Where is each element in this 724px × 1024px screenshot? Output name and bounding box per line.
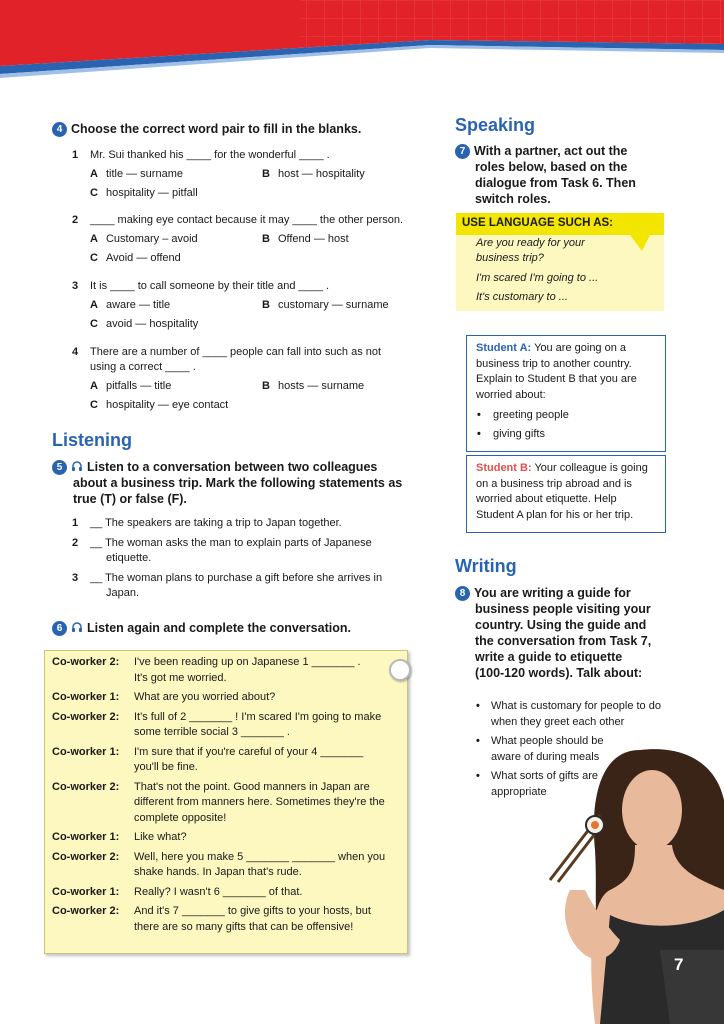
- speech-line: It's got me worried.: [134, 671, 227, 684]
- speaker-lines: [134, 780, 404, 827]
- task-title-line: You are writing a guide for: [474, 586, 631, 600]
- question-text: It is ____ to call someone by their title and ____ .: [90, 280, 330, 292]
- option-text: hospitality — pitfall: [105, 187, 198, 199]
- statement-item: [72, 571, 432, 601]
- answer-option: [90, 317, 198, 332]
- statement-number: 2: [72, 537, 79, 549]
- speech-line: shake hands. In Japan that's rude.: [134, 866, 302, 878]
- option-text: hosts — surname: [277, 380, 365, 392]
- task-title-line: switch roles.: [475, 192, 551, 206]
- option-letter: A: [90, 233, 98, 245]
- speech-line: It's full of 2 _______ ! I'm scared I'm going to make: [134, 710, 382, 723]
- answer-option: [90, 251, 181, 266]
- answer-option: [262, 379, 364, 394]
- task-title-line: With a partner, act out the: [474, 144, 628, 158]
- listening-heading: Listening: [52, 430, 132, 450]
- option-text: Avoid — offend: [105, 252, 181, 264]
- speech-line: Really? I wasn't 6 _______ of that.: [134, 885, 303, 898]
- question-number: 3: [72, 280, 79, 292]
- speaker-lines: [134, 655, 404, 686]
- option-text: customary — surname: [277, 299, 389, 311]
- student-a-label: Student A:: [476, 342, 532, 354]
- task-number-badge: 7: [455, 144, 470, 159]
- speaker-label: Co-worker 2:: [52, 710, 120, 723]
- speaker-lines: [134, 710, 404, 741]
- task-title-text: Choose the correct word pair to fill in the blanks.: [71, 122, 362, 136]
- speaker-label: Co-worker 1:: [52, 745, 120, 758]
- speaker-label: Co-worker 2:: [52, 656, 120, 668]
- writing-bullet-line: aware of during meals: [491, 750, 600, 763]
- answer-option: [262, 298, 389, 313]
- conversation-row: [52, 780, 402, 827]
- speaking-heading: Speaking: [455, 115, 536, 135]
- speech-line: you'll be fine.: [134, 761, 198, 773]
- option-text: avoid — hospitality: [105, 318, 199, 330]
- task-title-line: the conversation from Task 7,: [475, 634, 652, 648]
- student-a-text: [476, 341, 656, 403]
- writing-heading: Writing: [455, 556, 517, 576]
- language-item: business trip?: [476, 252, 544, 264]
- page-corner: [660, 950, 724, 1024]
- question-text: There are a number of ____ people can fall into such as not: [90, 346, 382, 358]
- speaker-label: Co-worker 1:: [52, 691, 120, 703]
- conversation-row: [52, 690, 402, 706]
- statement-text: Japan.: [106, 587, 140, 599]
- speech-line: What are you worried about?: [134, 691, 276, 703]
- question-number: 2: [72, 214, 79, 226]
- speech-line: Well, here you make 5 _______ _______ when you: [134, 850, 386, 863]
- question-text: ____ making eye contact because it may ____ the other person.: [90, 214, 404, 226]
- conversation-row: [52, 904, 402, 935]
- statement-number: 3: [72, 572, 79, 584]
- option-letter: C: [90, 187, 98, 199]
- speaker-lines: [134, 850, 404, 881]
- conversation-row: [52, 710, 402, 741]
- language-box-header: [456, 213, 664, 235]
- option-letter: C: [90, 252, 98, 264]
- task-number-badge: 6: [52, 621, 67, 636]
- speaker-lines: [134, 745, 404, 776]
- student-a-line: business trip to another country.: [476, 357, 632, 370]
- option-text: Offend — host: [277, 233, 349, 245]
- option-letter: B: [262, 233, 270, 245]
- task-title-line: (100-120 words). Talk about:: [475, 666, 643, 680]
- task-title-line: Listen to a conversation between two colleagues: [87, 460, 378, 474]
- question-text: Mr. Sui thanked his ____ for the wonderful ____ .: [90, 149, 330, 161]
- task-title-line: true (T) or false (F).: [73, 492, 187, 506]
- statement-item: [72, 536, 432, 566]
- answer-option: [90, 186, 198, 201]
- speaker-label: Co-worker 2:: [52, 780, 120, 793]
- answer-option: [90, 398, 228, 413]
- page-number: 7: [674, 955, 684, 974]
- language-item: I'm scared I'm going to ...: [476, 272, 599, 284]
- conversation-row: [52, 850, 402, 881]
- option-text: title — surname: [105, 168, 183, 180]
- task-title-line: country. Using the guide and: [475, 618, 647, 632]
- question-number: 4: [72, 346, 79, 358]
- student-b-card: [466, 455, 666, 533]
- option-text: hospitality — eye contact: [105, 399, 229, 411]
- writing-bullet: [491, 699, 681, 730]
- language-items: [456, 236, 656, 311]
- header-banner: [0, 0, 724, 80]
- task-title-line: write a guide to etiquette: [475, 650, 623, 664]
- headphones-icon: [71, 621, 83, 633]
- speaker-label: Co-worker 2:: [52, 905, 120, 917]
- conversation-note: [44, 650, 408, 954]
- writing-bullet-line: • What sorts of gifts are: [491, 770, 598, 782]
- student-a-card: [466, 335, 666, 452]
- speaker-label: Co-worker 2:: [52, 850, 120, 863]
- task-5-instruction: [52, 459, 432, 507]
- student-b-line: on a business trip abroad and is: [476, 477, 632, 490]
- language-item: It's customary to ...: [476, 291, 568, 303]
- task-title-line: roles below, based on the: [475, 160, 628, 174]
- statement-text: __ The speakers are taking a trip to Japan together.: [90, 517, 342, 529]
- task-7-instruction: [455, 143, 655, 207]
- answer-option: [262, 167, 365, 182]
- task-number-badge: 8: [455, 586, 470, 601]
- task-title-line: about a business trip. Mark the following statements as: [73, 476, 403, 490]
- student-a-line: Explain to Student B that you are: [476, 373, 637, 386]
- answer-option: [262, 232, 349, 247]
- language-item: Are you ready for your: [476, 237, 585, 249]
- writing-bullet-line: appropriate: [491, 785, 547, 798]
- task-number-badge: 5: [52, 460, 67, 475]
- student-b-line: Your colleague is going: [534, 462, 648, 474]
- task-title-text: Listen again and complete the conversation.: [87, 621, 351, 635]
- option-letter: C: [90, 399, 98, 411]
- task-4-instruction: [52, 121, 432, 137]
- conversation-row: [52, 655, 402, 686]
- question-item: [72, 345, 432, 375]
- task-title-line: dialogue from Task 6. Then: [475, 176, 636, 190]
- task-6-instruction: [52, 620, 432, 636]
- option-letter: B: [262, 168, 270, 180]
- answer-option: [90, 379, 171, 394]
- option-letter: A: [90, 299, 98, 311]
- option-text: Customary – avoid: [105, 233, 198, 245]
- speaker-lines: [134, 885, 404, 901]
- speaker-label: Co-worker 1:: [52, 885, 120, 898]
- option-letter: A: [90, 168, 98, 180]
- statement-number: 1: [72, 517, 79, 529]
- option-letter: C: [90, 318, 98, 330]
- statement-text: etiquette.: [106, 552, 152, 564]
- task-title-line: business people visiting your: [475, 602, 651, 616]
- student-a-line: worried about:: [476, 388, 546, 401]
- writing-bullet-line: • What people should be: [491, 735, 604, 747]
- writing-bullet-line: when they greet each other: [491, 715, 625, 728]
- option-text: host — hospitality: [277, 168, 365, 180]
- language-box-title: USE LANGUAGE SUCH AS:: [462, 217, 613, 229]
- question-number: 1: [72, 149, 79, 161]
- speaker-lines: [134, 904, 404, 935]
- speech-line: there are so many gifts that can be offensive!: [134, 920, 354, 933]
- speech-line: Like what?: [134, 831, 187, 843]
- option-letter: B: [262, 380, 270, 392]
- option-letter: B: [262, 299, 270, 311]
- speech-line: complete opposite!: [134, 811, 227, 824]
- speech-line: I'm sure that if you're careful of your 4 _______: [134, 745, 364, 758]
- statement-item: [72, 516, 432, 531]
- speech-line: some terrible social 3 _______ .: [134, 726, 290, 738]
- headphones-icon: [71, 460, 83, 472]
- answer-option: [90, 298, 170, 313]
- speaker-lines: [134, 830, 404, 846]
- question-item: [72, 148, 432, 163]
- student-b-label: Student B:: [476, 462, 532, 474]
- conversation-row: [52, 830, 402, 846]
- task-8-instruction: [455, 585, 675, 681]
- speech-line: different from manners here. Sometimes they're the: [134, 796, 385, 808]
- task-number-badge: 4: [52, 122, 67, 137]
- question-item: [72, 279, 432, 294]
- bullet-item: • greeting people: [493, 408, 569, 424]
- bullet-item: • giving gifts: [493, 427, 545, 443]
- speech-line: That's not the point. Good manners in Japan are: [134, 780, 370, 793]
- speaker-label: Co-worker 1:: [52, 831, 120, 843]
- option-text: aware — title: [105, 299, 171, 311]
- student-b-line: Student A plan for his or her trip.: [476, 508, 634, 521]
- student-b-text: [476, 461, 656, 523]
- option-text: pitfalls — title: [105, 380, 172, 392]
- question-item: [72, 213, 432, 228]
- student-b-line: worried about etiquette. Help: [476, 493, 617, 506]
- statement-text: __ The woman plans to purchase a gift before she arrives in: [90, 572, 383, 584]
- conversation-row: [52, 885, 402, 901]
- answer-option: [90, 167, 183, 182]
- speech-line: I've been reading up on Japanese 1 _______ .: [134, 656, 361, 668]
- speaker-lines: [134, 690, 404, 706]
- writing-bullet-line: • What is customary for people to do: [491, 700, 661, 712]
- question-text: using a correct ____ .: [90, 361, 196, 373]
- answer-option: [90, 232, 198, 247]
- speech-line: And it's 7 _______ to give gifts to your hosts, but: [134, 905, 371, 917]
- conversation-row: [52, 745, 402, 776]
- statement-text: __ The woman asks the man to explain parts of Japanese: [90, 537, 372, 549]
- student-a-line: You are going on a: [534, 342, 627, 354]
- option-letter: A: [90, 380, 98, 392]
